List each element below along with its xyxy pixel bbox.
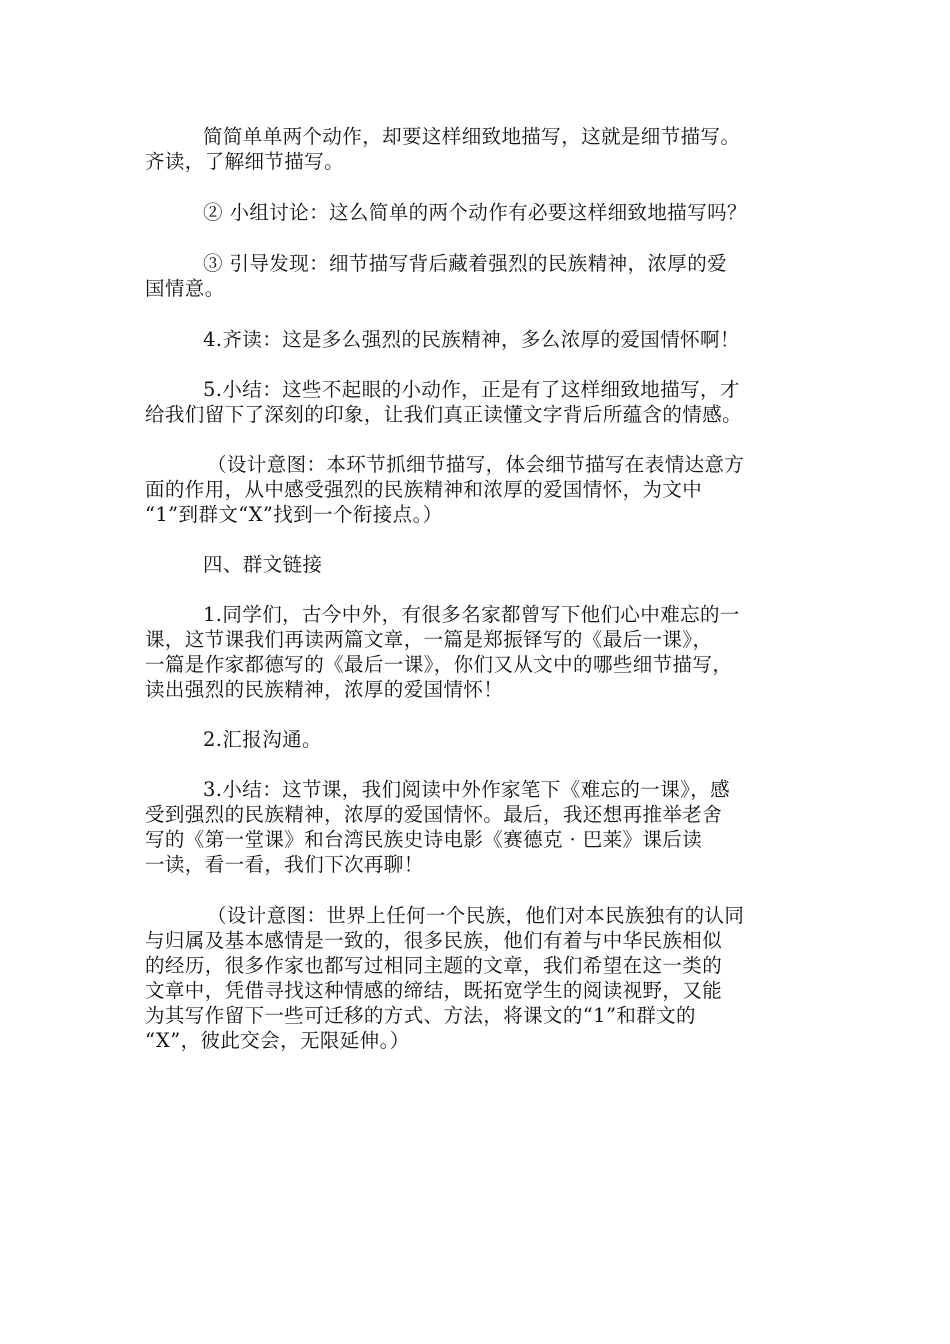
text-line: 一读，看一看，我们下次再聊！ <box>145 853 424 876</box>
text-line: 齐读，了解细节描写。 <box>145 150 345 173</box>
text-line: （设计意图：本环节抓细节描写，体会细节描写在表情达意方 <box>207 453 745 476</box>
paragraph-detail-description <box>145 124 817 174</box>
text-line: 5.小结：这些不起眼的小动作，正是有了这样细致地描写，才 <box>203 378 740 401</box>
paragraph-design-intent-1 <box>145 452 817 527</box>
text-line: ② 小组讨论：这么简单的两个动作有必要这样细致地描写吗？ <box>203 201 747 224</box>
paragraph-group-discussion <box>145 200 817 225</box>
text-line: （设计意图：世界上任何一个民族，他们对本民族独有的认同 <box>207 904 745 927</box>
paragraph-report <box>145 727 817 752</box>
text-line: 文章中，凭借寻找这种情感的缔结，既拓宽学生的阅读视野，又能 <box>145 979 723 1002</box>
paragraph-summary-1 <box>145 377 817 427</box>
text-line: 与归属及基本感情是一致的，很多民族，他们有着与中华民族相似 <box>145 929 723 952</box>
text-line: 国情意。 <box>145 277 225 300</box>
text-line: 简简单单两个动作，却要这样细致地描写，这就是细节描写。 <box>203 125 741 148</box>
text-line: 受到强烈的民族精神，浓厚的爱国情怀。最后，我还想再推举老舍 <box>145 803 723 826</box>
section-heading-group-reading <box>145 552 817 577</box>
text-line: 四、群文链接 <box>203 553 323 576</box>
paragraph-summary-2 <box>145 777 817 877</box>
text-line: “X”，彼此交会，无限延伸。） <box>145 1029 410 1052</box>
text-line: 1.同学们，古今中外，有很多名家都曾写下他们心中难忘的一 <box>203 603 740 626</box>
text-line: 4.齐读：这是多么强烈的民族精神，多么浓厚的爱国情怀啊！ <box>203 328 740 351</box>
paragraph-design-intent-2 <box>145 903 817 1053</box>
text-line: 的经历，很多作家也都写过相同主题的文章，我们希望在这一类的 <box>145 954 723 977</box>
paragraph-guided-discovery <box>145 251 817 301</box>
text-line: 2.汇报沟通。 <box>203 728 322 751</box>
text-line: 给我们留下了深刻的印象，让我们真正读懂文字背后所蕴含的情感。 <box>145 403 743 426</box>
text-line: 为其写作留下一些可迁移的方式、方法，将课文的“1”和群文的 <box>145 1004 696 1027</box>
paragraph-read-together <box>145 327 817 352</box>
text-line: 3.小结：这节课，我们阅读中外作家笔下《难忘的一课》，感 <box>203 778 731 801</box>
paragraph-intro-reading <box>145 602 817 702</box>
text-line: 写的《第一堂课》和台湾民族史诗电影《赛德克 · 巴莱》课后读 <box>145 828 703 851</box>
text-line: 面的作用，从中感受强烈的民族精神和浓厚的爱国情怀，为文中 <box>145 478 703 501</box>
text-line: 读出强烈的民族精神，浓厚的爱国情怀！ <box>145 678 504 701</box>
text-line: 课，这节课我们再读两篇文章，一篇是郑振铎写的《最后一课》， <box>145 628 713 651</box>
text-line: “1”到群文“X”找到一个衔接点。） <box>145 503 443 526</box>
text-line: 一篇是作家都德写的《最后一课》，你们又从文中的哪些细节描写， <box>145 653 733 676</box>
text-line: ③ 引导发现：细节描写背后藏着强烈的民族精神，浓厚的爱 <box>203 252 727 275</box>
